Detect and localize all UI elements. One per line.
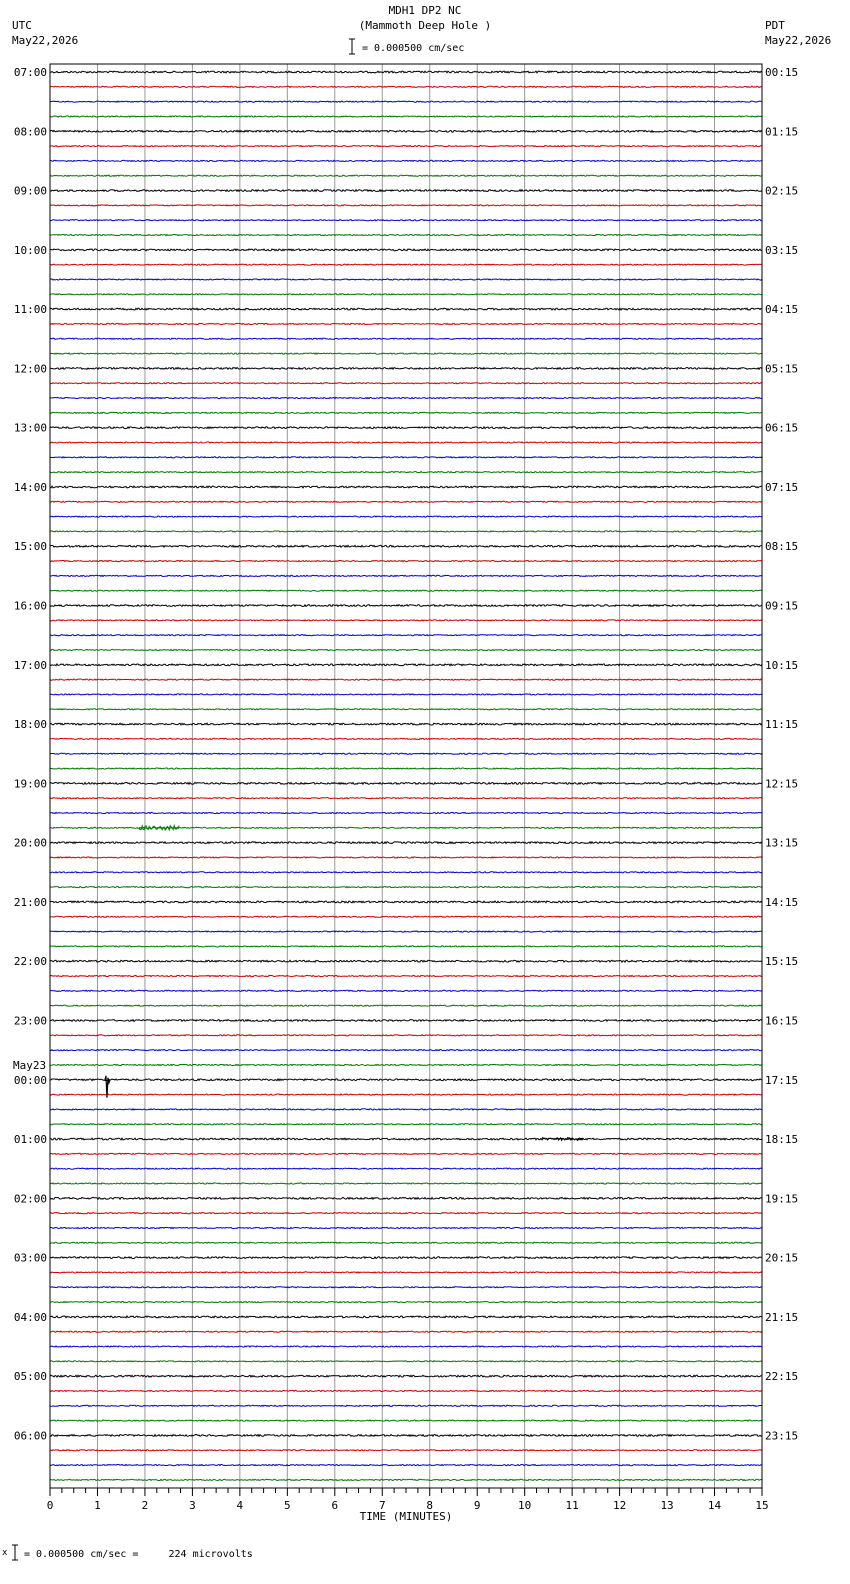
left-hour-label: 15:00 — [13, 540, 47, 554]
x-tick-label: 13 — [660, 1499, 674, 1512]
right-hour-label: 15:15 — [765, 955, 799, 969]
right-hour-label: 23:15 — [765, 1429, 799, 1443]
x-tick-label: 5 — [284, 1499, 291, 1512]
right-hour-label: 10:15 — [765, 658, 799, 672]
right-hour-label: 19:15 — [765, 1192, 799, 1206]
right-hour-label: 06:15 — [765, 421, 799, 435]
seismic-trace — [50, 442, 762, 443]
seismic-trace — [50, 279, 762, 280]
seismic-trace — [50, 635, 762, 636]
date-change-label: May23 — [13, 1058, 47, 1072]
seismic-trace — [50, 486, 762, 488]
left-hour-label: 07:00 — [13, 66, 47, 79]
seismic-trace — [50, 1375, 762, 1377]
right-hour-label: 16:15 — [765, 1014, 799, 1028]
seismic-trace — [50, 205, 762, 206]
seismic-trace — [50, 916, 762, 917]
seismic-trace — [50, 1390, 762, 1391]
seismic-trace — [50, 768, 762, 769]
left-zone-label: UTC — [12, 19, 32, 32]
seismic-trace — [50, 101, 762, 102]
scale-text: = 0.000500 cm/sec — [362, 43, 465, 54]
seismic-trace — [50, 783, 762, 785]
right-hour-label: 14:15 — [765, 895, 799, 909]
seismic-trace — [50, 412, 762, 413]
seismic-trace — [50, 516, 762, 517]
seismic-trace — [50, 857, 762, 858]
x-tick-label: 12 — [612, 1499, 627, 1512]
seismic-trace — [50, 308, 762, 310]
seismic-trace — [50, 1450, 762, 1451]
seismic-trace — [50, 1020, 762, 1022]
seismic-trace — [50, 1316, 762, 1318]
left-hour-label: 18:00 — [13, 718, 47, 732]
x-tick-label: 1 — [94, 1499, 101, 1512]
seismic-trace — [50, 1005, 762, 1006]
right-hour-label: 07:15 — [765, 480, 799, 494]
seismic-trace — [50, 723, 762, 725]
seismic-trace — [50, 738, 762, 739]
seismic-trace — [50, 130, 762, 132]
seismic-trace — [50, 323, 762, 324]
seismic-trace — [50, 1435, 762, 1437]
seismic-trace — [50, 1138, 762, 1140]
seismic-trace — [50, 264, 762, 265]
left-hour-label: 14:00 — [13, 480, 47, 494]
left-hour-label: 11:00 — [13, 303, 47, 317]
footer-marker: x — [2, 1548, 8, 1558]
left-hour-label: 05:00 — [13, 1370, 47, 1384]
seismic-trace — [50, 472, 762, 473]
x-tick-label: 8 — [426, 1499, 434, 1512]
seismic-trace — [50, 220, 762, 221]
seismic-trace — [50, 1197, 762, 1199]
seismic-trace — [50, 1079, 762, 1081]
right-hour-label: 20:15 — [765, 1251, 799, 1265]
seismic-trace — [50, 620, 762, 621]
station-subtitle: (Mammoth Deep Hole ) — [358, 19, 492, 32]
left-hour-label: 20:00 — [13, 836, 47, 850]
right-hour-label: 04:15 — [765, 303, 799, 317]
seismic-trace — [50, 887, 762, 888]
seismic-trace — [50, 249, 762, 251]
seismic-trace — [50, 1479, 762, 1480]
right-hour-label: 12:15 — [765, 777, 799, 791]
seismic-trace — [50, 545, 762, 547]
left-hour-label: 06:00 — [13, 1429, 47, 1443]
seismic-trace — [50, 842, 762, 844]
plot-frame — [50, 64, 762, 1488]
left-hour-label: 19:00 — [13, 777, 47, 791]
seismic-trace — [50, 1124, 762, 1125]
seismic-trace — [50, 1346, 762, 1347]
seismic-trace — [50, 960, 762, 962]
footer-scale-bar-icon — [9, 1544, 21, 1562]
seismic-trace — [50, 338, 762, 339]
seismic-trace — [50, 1153, 762, 1154]
seismic-trace — [50, 590, 762, 591]
left-hour-label: 21:00 — [13, 895, 47, 909]
right-hour-label: 18:15 — [765, 1133, 799, 1147]
right-hour-label: 22:15 — [765, 1370, 799, 1384]
x-tick-label: 2 — [141, 1499, 149, 1512]
seismic-trace — [50, 664, 762, 666]
seismic-trace — [50, 427, 762, 429]
seismic-trace — [50, 457, 762, 458]
left-date-label: May22,2026 — [12, 34, 79, 47]
left-hour-label: 03:00 — [13, 1251, 47, 1265]
seismic-trace — [50, 1257, 762, 1259]
seismic-trace — [50, 397, 762, 398]
station-title: MDH1 DP2 NC — [388, 4, 462, 17]
seismic-trace — [50, 1183, 762, 1184]
right-hour-label: 03:15 — [765, 243, 799, 257]
x-axis-label: TIME (MINUTES) — [359, 1510, 453, 1523]
left-hour-label: 02:00 — [13, 1192, 47, 1206]
seismic-trace — [50, 71, 762, 73]
left-hour-label: 00:00 — [13, 1073, 47, 1087]
x-tick-label: 6 — [331, 1499, 339, 1512]
seismic-trace — [50, 1242, 762, 1243]
seismic-trace — [50, 827, 762, 828]
seismic-trace — [50, 872, 762, 873]
seismic-trace — [50, 798, 762, 799]
seismic-trace — [50, 353, 762, 354]
seismic-trace — [50, 531, 762, 532]
right-hour-label: 21:15 — [765, 1310, 799, 1324]
footer-scale-text: = 0.000500 cm/sec = 224 microvolts — [24, 1549, 253, 1560]
seismic-trace — [50, 561, 762, 562]
x-tick-label: 4 — [236, 1499, 244, 1512]
seismic-trace — [50, 1465, 762, 1466]
seismic-trace — [50, 190, 762, 192]
seismic-trace — [50, 694, 762, 695]
left-hour-label: 10:00 — [13, 243, 47, 257]
seismic-trace — [50, 1035, 762, 1036]
seismic-trace — [50, 1302, 762, 1303]
seismic-trace — [50, 1050, 762, 1051]
right-hour-label: 17:15 — [765, 1073, 799, 1087]
right-hour-label: 02:15 — [765, 184, 799, 198]
left-hour-label: 17:00 — [13, 658, 47, 672]
seismic-trace — [50, 812, 762, 813]
seismic-trace — [50, 1287, 762, 1288]
left-hour-label: 23:00 — [13, 1014, 47, 1028]
seismic-trace — [50, 1420, 762, 1421]
right-hour-label: 13:15 — [765, 836, 799, 850]
seismic-trace — [50, 368, 762, 370]
right-hour-label: 01:15 — [765, 125, 799, 139]
seismic-trace — [50, 1227, 762, 1228]
seismic-trace — [50, 501, 762, 502]
left-hour-label: 13:00 — [13, 421, 47, 435]
left-hour-label: 12:00 — [13, 362, 47, 376]
seismic-trace — [50, 931, 762, 932]
left-hour-label: 08:00 — [13, 125, 47, 139]
seismic-trace — [50, 1331, 762, 1332]
left-hour-label: 22:00 — [13, 955, 47, 969]
right-hour-label: 05:15 — [765, 362, 799, 376]
seismic-trace — [50, 709, 762, 710]
right-hour-label: 09:15 — [765, 599, 799, 613]
x-tick-label: 10 — [518, 1499, 532, 1512]
seismic-trace — [50, 605, 762, 607]
x-tick-label: 11 — [565, 1499, 579, 1512]
seismic-trace — [50, 294, 762, 295]
right-zone-label: PDT — [765, 19, 785, 32]
seismic-trace — [50, 1272, 762, 1273]
seismic-trace — [50, 975, 762, 976]
x-tick-label: 15 — [755, 1499, 769, 1512]
seismic-trace — [50, 990, 762, 991]
x-tick-label: 14 — [707, 1499, 722, 1512]
right-hour-label: 08:15 — [765, 540, 799, 554]
x-tick-label: 3 — [189, 1499, 196, 1512]
seismic-trace — [50, 86, 762, 87]
seismic-trace — [50, 649, 762, 650]
left-hour-label: 09:00 — [13, 184, 47, 198]
seismic-trace — [50, 575, 762, 576]
seismic-trace — [50, 175, 762, 176]
right-hour-label: 00:15 — [765, 66, 799, 79]
x-tick-label: 7 — [378, 1499, 386, 1512]
x-tick-label: 9 — [473, 1499, 481, 1512]
seismic-trace — [50, 1168, 762, 1169]
seismic-trace — [50, 1361, 762, 1362]
seismic-trace — [50, 753, 762, 754]
seismic-trace — [50, 146, 762, 147]
left-hour-label: 01:00 — [13, 1133, 47, 1147]
seismic-trace — [50, 679, 762, 680]
seismic-trace — [50, 160, 762, 161]
left-hour-label: 04:00 — [13, 1310, 47, 1324]
seismic-trace — [50, 946, 762, 947]
seismic-trace — [50, 1109, 762, 1110]
right-hour-label: 11:15 — [765, 718, 799, 732]
seismic-trace — [50, 1094, 762, 1095]
x-tick-label: 0 — [46, 1499, 54, 1512]
left-hour-label: 16:00 — [13, 599, 47, 613]
seismic-trace — [50, 1405, 762, 1406]
seismic-trace — [50, 901, 762, 903]
seismic-trace — [50, 1064, 762, 1065]
seismic-trace — [50, 383, 762, 384]
seismic-trace — [50, 234, 762, 235]
seismic-trace — [50, 116, 762, 117]
right-date-label: May22,2026 — [765, 34, 832, 47]
seismic-trace — [50, 1213, 762, 1214]
